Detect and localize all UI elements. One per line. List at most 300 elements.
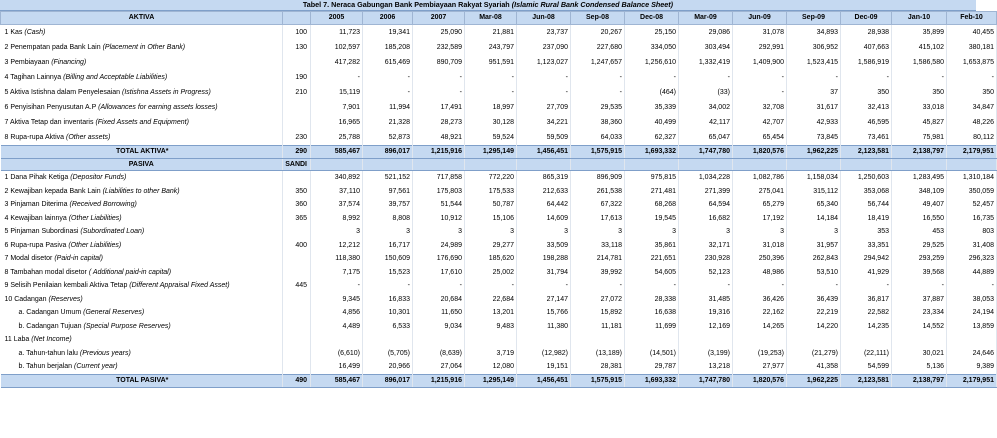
value-cell: 334,050 xyxy=(625,40,679,55)
value-cell: 52,457 xyxy=(947,198,997,212)
value-cell: 4,856 xyxy=(311,306,363,320)
row-label-english: (Net Income) xyxy=(31,336,72,343)
value-cell: 11,650 xyxy=(413,306,465,320)
row-label-english: (Other assets) xyxy=(66,134,111,141)
value-cell: - xyxy=(363,279,413,293)
row-label-english: (Liabilities to other Bank) xyxy=(102,187,180,195)
value-cell: 243,797 xyxy=(465,40,517,55)
value-cell: 11,181 xyxy=(571,320,625,334)
value-cell: 9,483 xyxy=(465,320,517,334)
value-cell: 42,933 xyxy=(787,115,841,130)
value-cell: 16,833 xyxy=(363,293,413,307)
period-header: Sep-09 xyxy=(787,12,841,25)
value-cell: 271,481 xyxy=(625,185,679,199)
sandi-header: SANDI xyxy=(283,159,311,171)
row-code: 230 xyxy=(283,130,311,146)
value-cell: 27,709 xyxy=(517,100,571,115)
value-cell: 10,301 xyxy=(363,306,413,320)
row-label-text: 6 Rupa-rupa Pasiva xyxy=(4,241,67,249)
value-cell: 37,110 xyxy=(311,185,363,199)
value-cell: 25,002 xyxy=(465,266,517,280)
period-header: Sep-08 xyxy=(571,12,625,25)
value-cell: 3 xyxy=(311,225,363,239)
value-cell: 803 xyxy=(947,225,997,239)
value-cell: 261,538 xyxy=(571,185,625,199)
value-cell: 865,319 xyxy=(517,171,571,185)
row-label-text: 11 Laba xyxy=(4,336,30,343)
value-cell: 2,179,951 xyxy=(947,374,997,387)
value-cell: 24,194 xyxy=(947,306,997,320)
value-cell: (12,982) xyxy=(517,347,571,361)
value-cell: 102,597 xyxy=(311,40,363,55)
value-cell: 42,707 xyxy=(733,115,787,130)
value-cell: 615,469 xyxy=(363,55,413,70)
value-cell: 16,717 xyxy=(363,239,413,253)
row-label xyxy=(1,130,283,146)
row-code: 350 xyxy=(283,185,311,199)
value-cell: 62,327 xyxy=(625,130,679,146)
value-cell: 340,892 xyxy=(311,171,363,185)
blank-header xyxy=(571,159,625,171)
value-cell: 1,310,184 xyxy=(947,171,997,185)
row-label xyxy=(1,55,283,70)
value-cell: 3 xyxy=(571,225,625,239)
period-header: Dec-08 xyxy=(625,12,679,25)
total-label: TOTAL AKTIVA* xyxy=(1,146,283,159)
value-cell: 232,589 xyxy=(413,40,465,55)
row-label-english: (Subordinated Loan) xyxy=(80,228,145,235)
value-cell: - xyxy=(787,70,841,85)
value-cell: 198,288 xyxy=(517,252,571,266)
blank-header xyxy=(311,159,363,171)
value-cell: 31,408 xyxy=(947,239,997,253)
value-cell: - xyxy=(311,70,363,85)
value-cell: 54,599 xyxy=(841,360,892,374)
value-cell: 51,544 xyxy=(413,198,465,212)
value-cell: 3 xyxy=(787,225,841,239)
value-cell: 11,380 xyxy=(517,320,571,334)
value-cell: 22,219 xyxy=(787,306,841,320)
value-cell: 380,181 xyxy=(947,40,997,55)
table-row xyxy=(1,360,997,374)
value-cell: 2,138,797 xyxy=(892,146,947,159)
value-cell: 185,620 xyxy=(465,252,517,266)
value-cell: 29,535 xyxy=(571,100,625,115)
value-cell: 16,638 xyxy=(625,306,679,320)
value-cell: 34,221 xyxy=(517,115,571,130)
total-code: 490 xyxy=(283,374,311,387)
value-cell: 22,684 xyxy=(465,293,517,307)
value-cell: 49,407 xyxy=(892,198,947,212)
row-code xyxy=(283,360,311,374)
total-code: 290 xyxy=(283,146,311,159)
value-cell: 1,653,875 xyxy=(947,55,997,70)
value-cell: - xyxy=(363,85,413,100)
value-cell: - xyxy=(841,279,892,293)
value-cell: 271,399 xyxy=(679,185,733,199)
table-row xyxy=(1,198,997,212)
value-cell: 21,881 xyxy=(465,25,517,41)
value-cell: 353,068 xyxy=(841,185,892,199)
value-cell: - xyxy=(517,70,571,85)
value-cell: 1,215,916 xyxy=(413,146,465,159)
value-cell: (8,639) xyxy=(413,347,465,361)
value-cell: 65,047 xyxy=(679,130,733,146)
value-cell: 11,699 xyxy=(625,320,679,334)
value-cell xyxy=(517,333,571,347)
blank-header xyxy=(733,159,787,171)
value-cell: 64,442 xyxy=(517,198,571,212)
value-cell xyxy=(841,333,892,347)
header-row xyxy=(1,12,997,25)
value-cell: (5,705) xyxy=(363,347,413,361)
value-cell: - xyxy=(311,279,363,293)
row-label-text: 5 Aktiva Istishna dalam Penyelesaian xyxy=(4,89,121,96)
value-cell: 14,552 xyxy=(892,320,947,334)
row-code xyxy=(283,115,311,130)
blank-header xyxy=(841,159,892,171)
value-cell: - xyxy=(571,279,625,293)
table-row xyxy=(1,279,997,293)
value-cell: - xyxy=(413,70,465,85)
value-cell: 350 xyxy=(947,85,997,100)
period-header: Jun-09 xyxy=(733,12,787,25)
row-label xyxy=(1,25,283,41)
row-label xyxy=(1,320,283,334)
value-cell: 3 xyxy=(625,225,679,239)
row-label-english: (Cash) xyxy=(24,29,46,36)
value-cell: 50,787 xyxy=(465,198,517,212)
value-cell: 35,861 xyxy=(625,239,679,253)
row-code: 360 xyxy=(283,198,311,212)
value-cell: 175,533 xyxy=(465,185,517,199)
value-cell: 65,279 xyxy=(733,198,787,212)
value-cell: 15,119 xyxy=(311,85,363,100)
value-cell: 31,957 xyxy=(787,239,841,253)
value-cell: 33,018 xyxy=(892,100,947,115)
value-cell: 772,220 xyxy=(465,171,517,185)
value-cell: 292,991 xyxy=(733,40,787,55)
row-label-text: b. Cadangan Tujuan xyxy=(18,322,82,330)
value-cell: - xyxy=(892,279,947,293)
value-cell: 175,803 xyxy=(413,185,465,199)
blank-header xyxy=(363,159,413,171)
value-cell: 250,396 xyxy=(733,252,787,266)
blank-header xyxy=(625,159,679,171)
row-label-text: 2 Kewajiban kepada Bank Lain xyxy=(4,187,101,195)
value-cell: 1,295,149 xyxy=(465,146,517,159)
value-cell: 3 xyxy=(733,225,787,239)
value-cell: 1,034,228 xyxy=(679,171,733,185)
value-cell: 31,078 xyxy=(733,25,787,41)
value-cell: 350 xyxy=(841,85,892,100)
row-label xyxy=(1,293,283,307)
value-cell: 39,568 xyxy=(892,266,947,280)
value-cell: - xyxy=(625,279,679,293)
row-label-text: 9 Selisih Penilaian kembali Aktiva Tetap xyxy=(4,282,128,289)
row-label-english: (Istishna Assets in Progress) xyxy=(122,89,211,96)
value-cell: (3,199) xyxy=(679,347,733,361)
value-cell: 293,259 xyxy=(892,252,947,266)
row-label-text: 7 Aktiva Tetap dan inventaris xyxy=(4,119,94,126)
value-cell: 11,994 xyxy=(363,100,413,115)
value-cell: - xyxy=(733,279,787,293)
value-cell: 40,455 xyxy=(947,25,997,41)
value-cell: 348,109 xyxy=(892,185,947,199)
value-cell: 27,147 xyxy=(517,293,571,307)
value-cell: - xyxy=(841,70,892,85)
value-cell: 896,017 xyxy=(363,146,413,159)
blank-header xyxy=(465,159,517,171)
value-cell: 3 xyxy=(363,225,413,239)
value-cell: 585,467 xyxy=(311,374,363,387)
value-cell: 1,962,225 xyxy=(787,146,841,159)
value-cell: 6,533 xyxy=(363,320,413,334)
value-cell: - xyxy=(947,279,997,293)
value-cell: 1,747,780 xyxy=(679,146,733,159)
row-label-english: (Other Liabilities) xyxy=(68,241,122,249)
row-code xyxy=(283,347,311,361)
row-code: 365 xyxy=(283,212,311,226)
row-label xyxy=(1,198,283,212)
row-code: 445 xyxy=(283,279,311,293)
value-cell: 16,965 xyxy=(311,115,363,130)
value-cell xyxy=(787,333,841,347)
total-aktiva-row xyxy=(1,146,997,159)
value-cell: 1,693,332 xyxy=(625,374,679,387)
value-cell: 28,338 xyxy=(625,293,679,307)
period-header: Dec-09 xyxy=(841,12,892,25)
row-label-text: a. Tahun-tahun lalu xyxy=(18,349,78,357)
value-cell: 34,847 xyxy=(947,100,997,115)
value-cell: 25,788 xyxy=(311,130,363,146)
value-cell: 8,808 xyxy=(363,212,413,226)
value-cell: 23,334 xyxy=(892,306,947,320)
row-label-text: a. Cadangan Umum xyxy=(18,309,82,316)
value-cell: 4,489 xyxy=(311,320,363,334)
value-cell: - xyxy=(679,279,733,293)
value-cell: 5,136 xyxy=(892,360,947,374)
value-cell xyxy=(413,333,465,347)
aktiva-header: AKTIVA xyxy=(1,12,283,25)
value-cell: - xyxy=(571,85,625,100)
value-cell: 31,794 xyxy=(517,266,571,280)
table-row xyxy=(1,252,997,266)
value-cell: 25,150 xyxy=(625,25,679,41)
value-cell: 417,282 xyxy=(311,55,363,70)
value-cell: 407,663 xyxy=(841,40,892,55)
table-row xyxy=(1,100,997,115)
value-cell: 22,582 xyxy=(841,306,892,320)
value-cell: 1,456,451 xyxy=(517,146,571,159)
value-cell xyxy=(947,333,997,347)
value-cell: 59,509 xyxy=(517,130,571,146)
row-label xyxy=(1,100,283,115)
blank-header xyxy=(517,159,571,171)
table-row xyxy=(1,55,997,70)
row-code xyxy=(283,100,311,115)
value-cell: (14,501) xyxy=(625,347,679,361)
row-label xyxy=(1,360,283,374)
value-cell: 13,218 xyxy=(679,360,733,374)
value-cell: 951,591 xyxy=(465,55,517,70)
row-label-text: 7 Modal disetor xyxy=(4,255,53,262)
value-cell: 13,859 xyxy=(947,320,997,334)
value-cell: 73,461 xyxy=(841,130,892,146)
value-cell: 294,942 xyxy=(841,252,892,266)
period-header: 2005 xyxy=(311,12,363,25)
value-cell: (464) xyxy=(625,85,679,100)
value-cell: 7,901 xyxy=(311,100,363,115)
value-cell: 16,499 xyxy=(311,360,363,374)
value-cell: 176,690 xyxy=(413,252,465,266)
value-cell: 1,123,027 xyxy=(517,55,571,70)
data-table xyxy=(0,11,997,388)
value-cell: 1,295,149 xyxy=(465,374,517,387)
value-cell: 1,283,495 xyxy=(892,171,947,185)
value-cell: 53,510 xyxy=(787,266,841,280)
value-cell: 29,086 xyxy=(679,25,733,41)
value-cell xyxy=(363,333,413,347)
value-cell: 39,992 xyxy=(571,266,625,280)
row-label xyxy=(1,115,283,130)
row-label-english: (Depositor Funds) xyxy=(70,174,127,181)
value-cell: 214,781 xyxy=(571,252,625,266)
value-cell: 1,586,580 xyxy=(892,55,947,70)
value-cell: 585,467 xyxy=(311,146,363,159)
row-label xyxy=(1,239,283,253)
value-cell: 10,912 xyxy=(413,212,465,226)
value-cell: 68,268 xyxy=(625,198,679,212)
row-code xyxy=(283,320,311,334)
value-cell: 227,680 xyxy=(571,40,625,55)
value-cell: 18,997 xyxy=(465,100,517,115)
value-cell: 1,820,576 xyxy=(733,374,787,387)
value-cell: 34,893 xyxy=(787,25,841,41)
period-header: Jun-08 xyxy=(517,12,571,25)
value-cell: - xyxy=(679,70,733,85)
value-cell: - xyxy=(892,70,947,85)
row-label xyxy=(1,171,283,185)
row-label-text: 10 Cadangan xyxy=(4,295,47,303)
value-cell: 8,992 xyxy=(311,212,363,226)
period-header: 2007 xyxy=(413,12,465,25)
value-cell: 1,082,786 xyxy=(733,171,787,185)
value-cell xyxy=(892,333,947,347)
row-label-text: 3 Pembiayaan xyxy=(4,59,50,66)
value-cell: 45,827 xyxy=(892,115,947,130)
value-cell: 33,509 xyxy=(517,239,571,253)
row-label-english: ( Additional paid-in capital) xyxy=(88,268,172,276)
row-label-english: (Fixed Assets and Equipment) xyxy=(95,119,189,126)
value-cell: 30,021 xyxy=(892,347,947,361)
row-code xyxy=(283,293,311,307)
row-code xyxy=(283,225,311,239)
value-cell: 37,574 xyxy=(311,198,363,212)
row-code xyxy=(283,333,311,347)
value-cell: 24,646 xyxy=(947,347,997,361)
table-row xyxy=(1,212,997,226)
value-cell: 20,966 xyxy=(363,360,413,374)
title-text: Tabel 7. Neraca Gabungan Bank Pembiayaan Rakyat Syariah xyxy=(302,0,510,9)
row-label-english: (Allowances for earning assets losses) xyxy=(98,104,218,111)
value-cell: 19,341 xyxy=(363,25,413,41)
value-cell: 41,929 xyxy=(841,266,892,280)
value-cell: 27,064 xyxy=(413,360,465,374)
table-row xyxy=(1,333,997,347)
value-cell: 67,322 xyxy=(571,198,625,212)
value-cell: 32,171 xyxy=(679,239,733,253)
table-row xyxy=(1,306,997,320)
table-row xyxy=(1,25,997,41)
value-cell: 33,351 xyxy=(841,239,892,253)
value-cell: 52,873 xyxy=(363,130,413,146)
period-header: Feb-10 xyxy=(947,12,997,25)
row-label-english: (General Reserves) xyxy=(83,309,145,316)
value-cell xyxy=(679,333,733,347)
value-cell: 306,952 xyxy=(787,40,841,55)
period-header: 2006 xyxy=(363,12,413,25)
value-cell: 15,892 xyxy=(571,306,625,320)
blank-header xyxy=(787,159,841,171)
value-cell: 75,981 xyxy=(892,130,947,146)
value-cell: 42,117 xyxy=(679,115,733,130)
value-cell xyxy=(571,333,625,347)
value-cell: 36,426 xyxy=(733,293,787,307)
table-row xyxy=(1,85,997,100)
value-cell: 21,328 xyxy=(363,115,413,130)
row-code: 210 xyxy=(283,85,311,100)
value-cell: 28,938 xyxy=(841,25,892,41)
value-cell: 40,499 xyxy=(625,115,679,130)
value-cell: 896,909 xyxy=(571,171,625,185)
value-cell: 14,609 xyxy=(517,212,571,226)
row-code xyxy=(283,266,311,280)
row-label-text: 8 Tambahan modal disetor xyxy=(4,268,87,276)
row-label xyxy=(1,212,283,226)
value-cell: 17,192 xyxy=(733,212,787,226)
value-cell: 2,138,797 xyxy=(892,374,947,387)
value-cell: 1,215,916 xyxy=(413,374,465,387)
value-cell: 353 xyxy=(841,225,892,239)
period-header: Mar-09 xyxy=(679,12,733,25)
value-cell: 1,409,900 xyxy=(733,55,787,70)
value-cell: 12,080 xyxy=(465,360,517,374)
blank-header xyxy=(413,159,465,171)
table-title xyxy=(0,0,976,11)
value-cell: 34,002 xyxy=(679,100,733,115)
value-cell: 14,235 xyxy=(841,320,892,334)
value-cell: 1,575,915 xyxy=(571,146,625,159)
value-cell: 97,561 xyxy=(363,185,413,199)
value-cell: - xyxy=(517,85,571,100)
value-cell: - xyxy=(363,70,413,85)
value-cell: - xyxy=(517,279,571,293)
value-cell: 2,123,581 xyxy=(841,374,892,387)
value-cell: 48,226 xyxy=(947,115,997,130)
blank-header xyxy=(892,159,947,171)
table-row xyxy=(1,70,997,85)
value-cell: 28,273 xyxy=(413,115,465,130)
value-cell: 150,609 xyxy=(363,252,413,266)
value-cell: - xyxy=(413,85,465,100)
value-cell: 22,162 xyxy=(733,306,787,320)
row-label xyxy=(1,40,283,55)
value-cell: 11,723 xyxy=(311,25,363,41)
value-cell: - xyxy=(947,70,997,85)
value-cell: 48,921 xyxy=(413,130,465,146)
row-code: 130 xyxy=(283,40,311,55)
